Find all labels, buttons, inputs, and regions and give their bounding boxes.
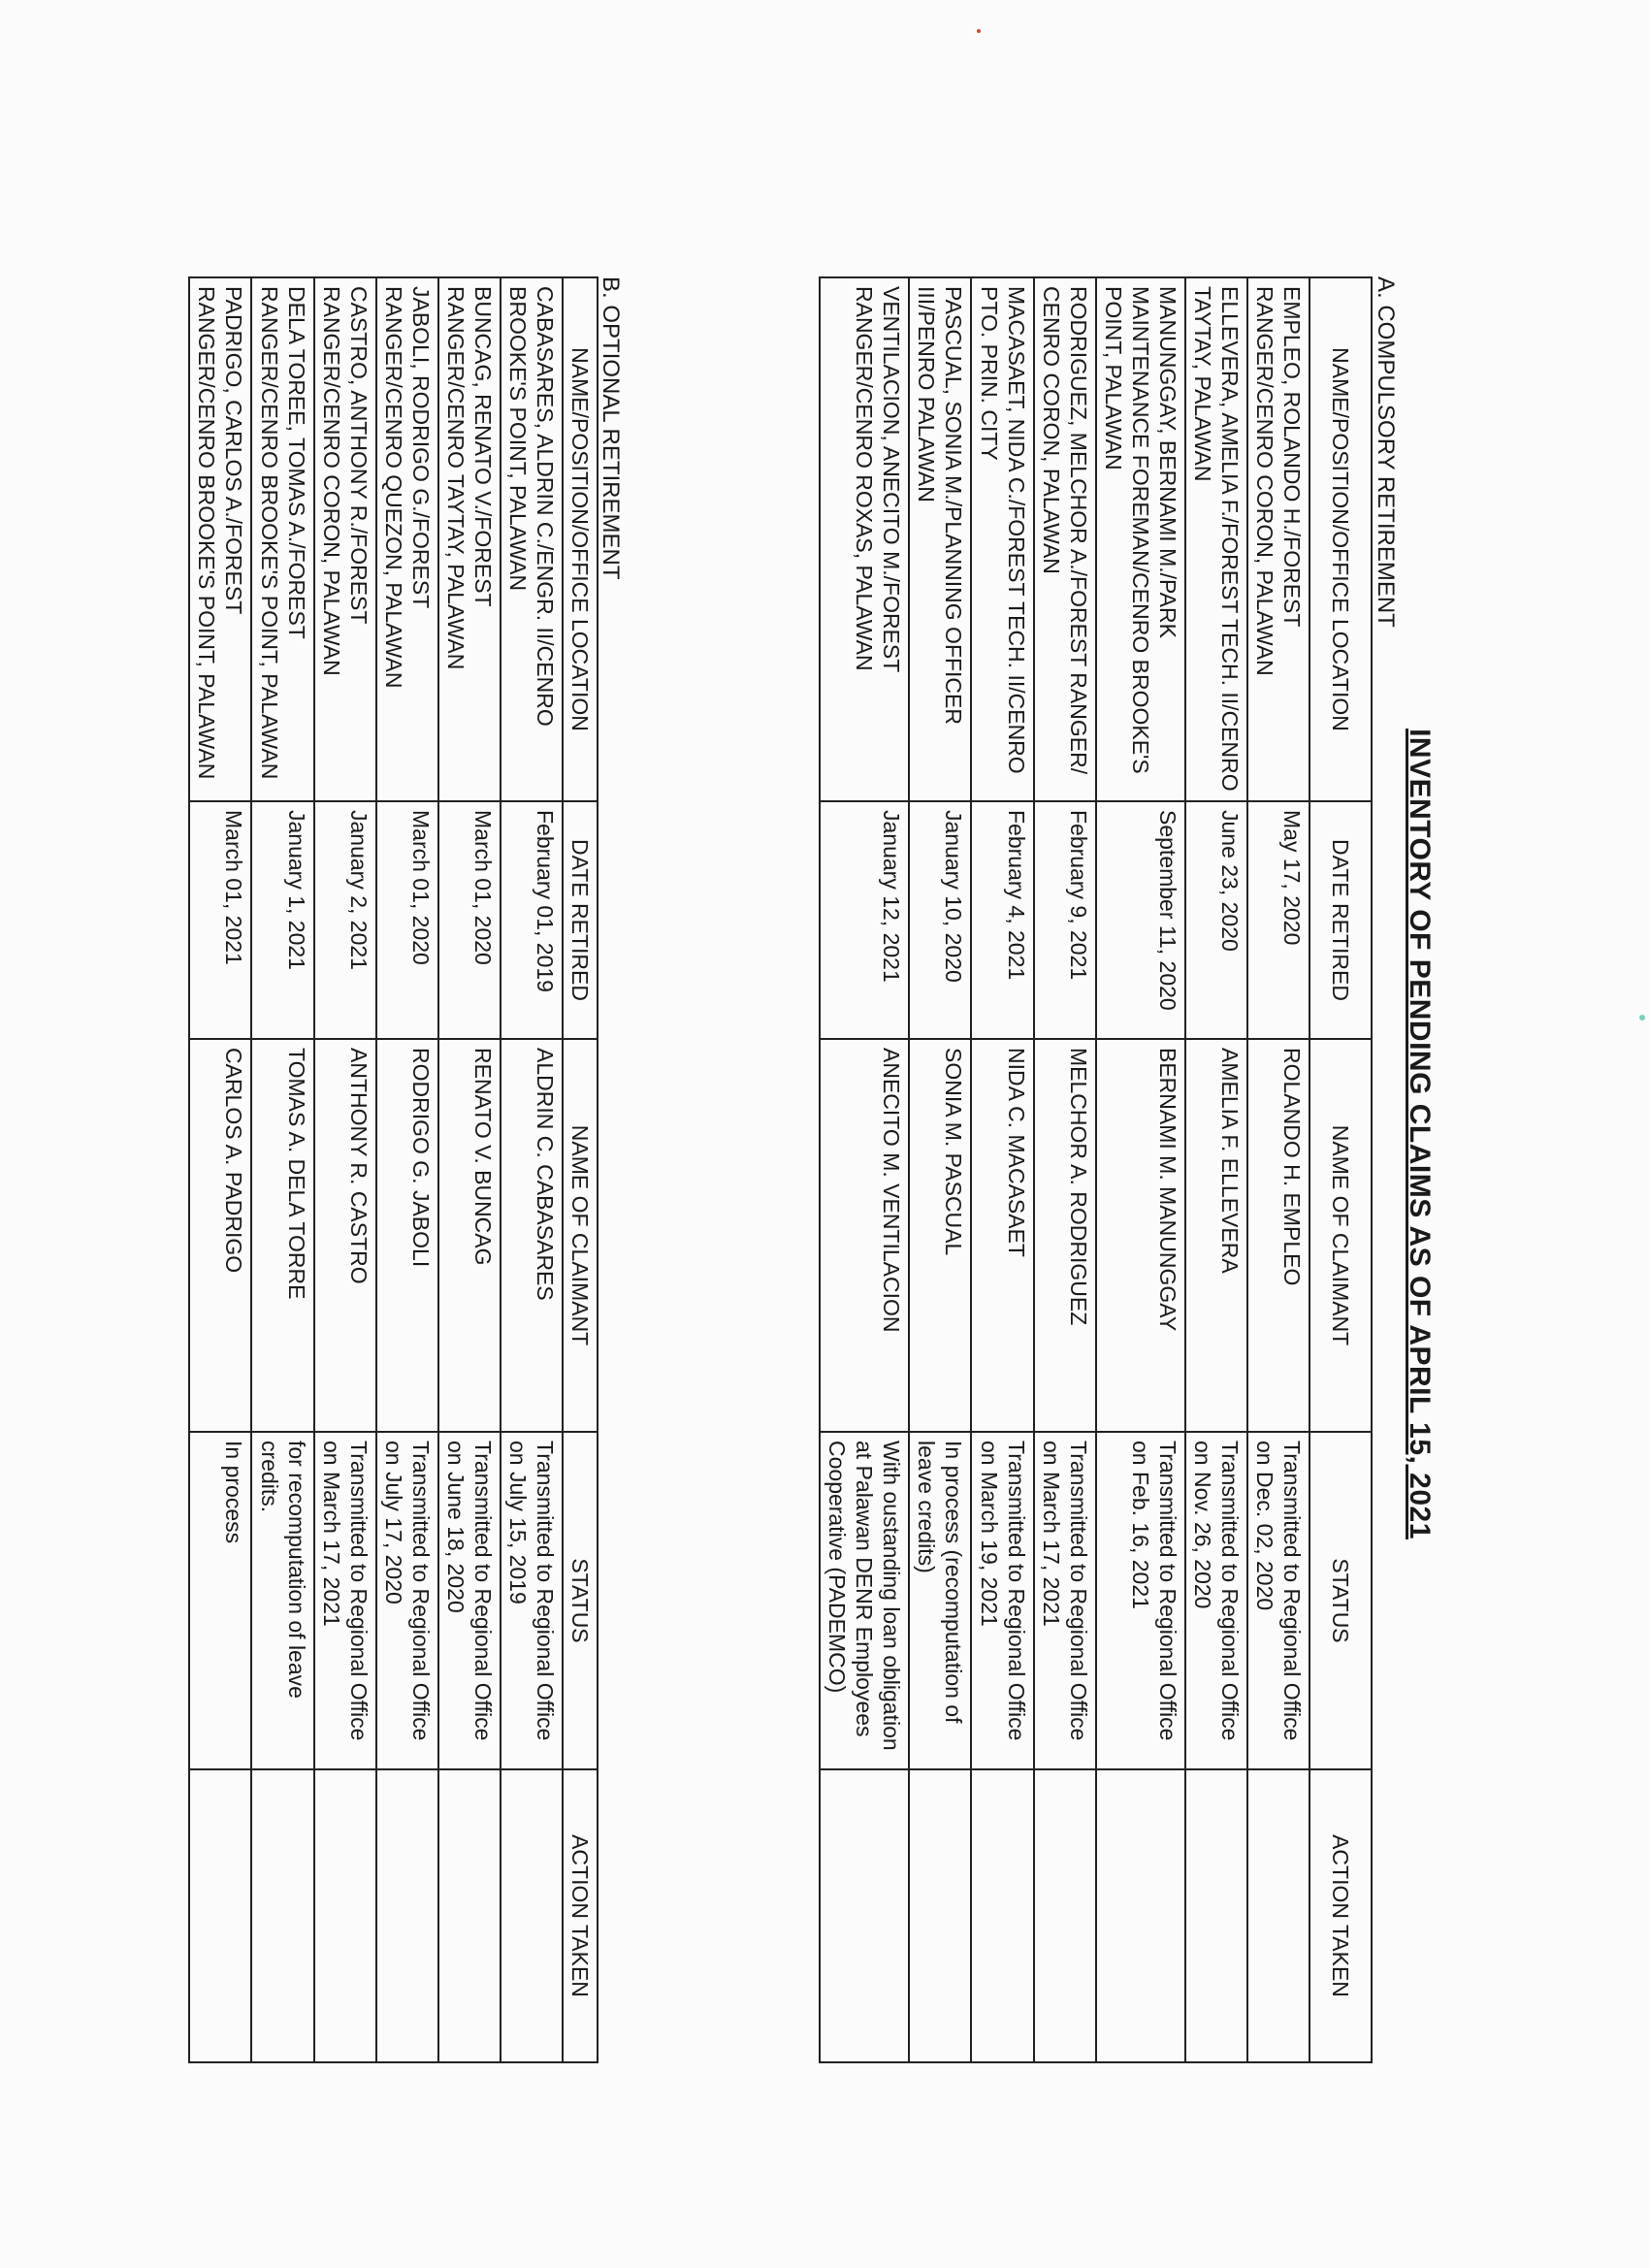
cell-claimant: TOMAS A. DELA TORRE: [251, 1039, 313, 1432]
cell-date-retired: February 4, 2021: [971, 801, 1033, 1039]
cell-claimant: ANECITO M. VENTILACION: [820, 1039, 909, 1432]
cell-claimant: MELCHOR A. RODRIGUEZ: [1034, 1039, 1096, 1432]
cell-claimant: CARLOS A. PADRIGO: [189, 1039, 251, 1432]
document-title: INVENTORY OF PENDING CLAIMS AS OF APRIL 15, 2021: [1404, 729, 1436, 1539]
header-action-taken: ACTION TAKEN: [563, 1769, 598, 2062]
cell-name-position: JABOLI, RODRIGO G./FOREST RANGER/CENRO QUEZON, PALAWAN: [376, 277, 438, 801]
cell-action-taken: [909, 1769, 971, 2062]
cell-name-position: CASTRO, ANTHONY R./FOREST RANGER/CENRO CORON, PALAWAN: [314, 277, 376, 801]
cell-action-taken: [1247, 1769, 1310, 2062]
cell-name-position: PASCUAL, SONIA M./PLANNING OFFICER III/PENRO PALAWAN: [909, 277, 971, 801]
cell-claimant: AMELIA F. ELLEVERA: [1185, 1039, 1247, 1432]
cell-date-retired: January 2, 2021: [314, 801, 376, 1039]
cell-status: for recomputation of leave credits.: [251, 1432, 313, 1769]
cell-name-position: CABASARES, ALDRIN C./ENGR. II/CENRO BROOKE'S POINT, PALAWAN: [501, 277, 563, 801]
cell-claimant: RODRIGO G. JABOLI: [376, 1039, 438, 1432]
header-name-position: NAME/POSITION/OFFICE LOCATION: [1310, 277, 1372, 801]
header-status: STATUS: [1310, 1432, 1372, 1769]
cell-status: In process (recomputation of leave credits): [909, 1432, 971, 1769]
cell-status: Transmitted to Regional Office on Nov. 26, 2020: [1185, 1432, 1247, 1769]
cell-date-retired: September 11, 2020: [1096, 801, 1185, 1039]
cell-date-retired: February 9, 2021: [1034, 801, 1096, 1039]
cell-date-retired: March 01, 2020: [438, 801, 501, 1039]
cell-name-position: EMPLEO, ROLANDO H./FOREST RANGER/CENRO CORON, PALAWAN: [1247, 277, 1310, 801]
header-name-of-claimant: NAME OF CLAIMANT: [563, 1039, 598, 1432]
section-a-label: A. COMPULSORY RETIREMENT: [1373, 276, 1399, 628]
cell-claimant: NIDA C. MACASAET: [971, 1039, 1033, 1432]
scan-speck: [977, 29, 981, 33]
cell-action-taken: [1034, 1769, 1096, 2062]
cell-status: Transmitted to Regional Office on March 17, 2021: [314, 1432, 376, 1769]
section-b-label: B. OPTIONAL RETIREMENT: [598, 276, 624, 580]
cell-status: With oustanding loan obligation at Palawan DENR Employees Cooperative (PADEMCO): [820, 1432, 909, 1769]
cell-action-taken: [314, 1769, 376, 2062]
table-row: [376, 277, 438, 2062]
header-action-taken: ACTION TAKEN: [1310, 1769, 1372, 2062]
table-row: [1096, 277, 1185, 2062]
cell-status: Transmitted to Regional Office on March 19, 2021: [971, 1432, 1033, 1769]
table-row: [314, 277, 376, 2062]
cell-action-taken: [1185, 1769, 1247, 2062]
cell-claimant: ALDRIN C. CABASARES: [501, 1039, 563, 1432]
cell-status: Transmitted to Regional Office on June 18, 2020: [438, 1432, 501, 1769]
cell-date-retired: March 01, 2020: [376, 801, 438, 1039]
cell-name-position: BUNCAG, RENATO V./FOREST RANGER/CENRO TAYTAY, PALAWAN: [438, 277, 501, 801]
cell-status: Transmitted to Regional Office on Dec. 02, 2020: [1247, 1432, 1310, 1769]
cell-action-taken: [501, 1769, 563, 2062]
scan-speck: [1639, 1015, 1645, 1021]
cell-date-retired: January 1, 2021: [251, 801, 313, 1039]
cell-name-position: PADRIGO, CARLOS A./FOREST RANGER/CENRO BROOKE'S POINT, PALAWAN: [189, 277, 251, 801]
table-row: [1034, 277, 1096, 2062]
header-name-of-claimant: NAME OF CLAIMANT: [1310, 1039, 1372, 1432]
cell-date-retired: February 01, 2019: [501, 801, 563, 1039]
cell-status: In process: [189, 1432, 251, 1769]
cell-date-retired: January 10, 2020: [909, 801, 971, 1039]
header-name-position: NAME/POSITION/OFFICE LOCATION: [563, 277, 598, 801]
table-row: [438, 277, 501, 2062]
compulsory-retirement-table: [819, 276, 1373, 2063]
table-header-row: [563, 277, 598, 2062]
cell-action-taken: [971, 1769, 1033, 2062]
cell-date-retired: May 17, 2020: [1247, 801, 1310, 1039]
header-status: STATUS: [563, 1432, 598, 1769]
cell-claimant: ROLANDO H. EMPLEO: [1247, 1039, 1310, 1432]
cell-action-taken: [251, 1769, 313, 2062]
cell-name-position: VENTILACION, ANECITO M./FOREST RANGER/CENRO ROXAS, PALAWAN: [820, 277, 909, 801]
table-row: [1185, 277, 1247, 2062]
cell-name-position: MANUNGGAY, BERNAMI M./PARK MAINTENANCE FOREMAN/CENRO BROOKE'S POINT, PALAWAN: [1096, 277, 1185, 801]
cell-date-retired: January 12, 2021: [820, 801, 909, 1039]
table-row: [251, 277, 313, 2062]
cell-action-taken: [820, 1769, 909, 2062]
table-row: [1247, 277, 1310, 2062]
table-row: [971, 277, 1033, 2062]
cell-action-taken: [189, 1769, 251, 2062]
cell-name-position: MACASAET, NIDA C./FOREST TECH. II/CENRO PTO. PRIN. CITY: [971, 277, 1033, 801]
header-date-retired: DATE RETIRED: [563, 801, 598, 1039]
table-row: [501, 277, 563, 2062]
cell-status: Transmitted to Regional Office on July 17, 2020: [376, 1432, 438, 1769]
cell-action-taken: [438, 1769, 501, 2062]
cell-claimant: SONIA M. PASCUAL: [909, 1039, 971, 1432]
cell-claimant: RENATO V. BUNCAG: [438, 1039, 501, 1432]
cell-status: Transmitted to Regional Office on July 15, 2019: [501, 1432, 563, 1769]
cell-status: Transmitted to Regional Office on March 17, 2021: [1034, 1432, 1096, 1769]
table-header-row: [1310, 277, 1372, 2062]
cell-claimant: BERNAMI M. MANUNGGAY: [1096, 1039, 1185, 1432]
cell-name-position: RODRIGUEZ, MELCHOR A./FOREST RANGER/ CENRO CORON, PALAWAN: [1034, 277, 1096, 801]
cell-name-position: DELA TOREE, TOMAS A./FOREST RANGER/CENRO BROOKE'S POINT, PALAWAN: [251, 277, 313, 801]
table-row: [820, 277, 909, 2062]
cell-date-retired: June 23, 2020: [1185, 801, 1247, 1039]
cell-date-retired: March 01, 2021: [189, 801, 251, 1039]
cell-status: Transmitted to Regional Office on Feb. 16, 2021: [1096, 1432, 1185, 1769]
cell-action-taken: [376, 1769, 438, 2062]
cell-action-taken: [1096, 1769, 1185, 2062]
optional-retirement-table: [188, 276, 598, 2063]
table-row: [909, 277, 971, 2062]
cell-name-position: ELLEVERA, AMELIA F./FOREST TECH. II/CENRO TAYTAY, PALAWAN: [1185, 277, 1247, 801]
header-date-retired: DATE RETIRED: [1310, 801, 1372, 1039]
cell-claimant: ANTHONY R. CASTRO: [314, 1039, 376, 1432]
table-row: [189, 277, 251, 2062]
